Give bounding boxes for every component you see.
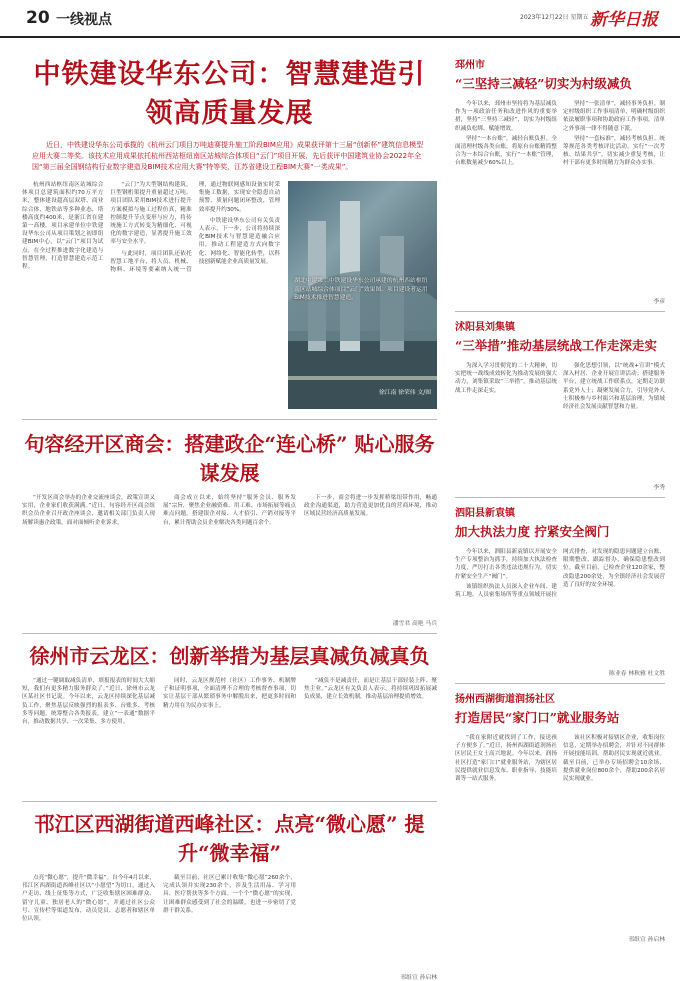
divider (22, 419, 437, 420)
right-article-title: 打造居民“家门口”就业服务站 (455, 710, 620, 725)
right-article-byline: 邗组宣 孙启林 (628, 937, 665, 943)
section-name: 一线视点 (56, 12, 112, 28)
issue-date: 2023年12月22日 星期五 (520, 14, 589, 21)
right-article-runyang (455, 690, 665, 943)
body-paragraph: “通过一键调取减负清单，填报报表的时间大大缩短，我们有更多精力服务群众了。”近日，徐州市云龙区某社区书记说。今年以来，云龙区持续深化基层减负工作，聚焦基层反映强烈的报表多、台账多、考核多等问题，统筹整合各类报表，建立“一表通”数据平台，推动数据共享、一次采集、多方使用。 (22, 678, 155, 726)
article4-title: 邗江区西湖街道西峰社区：点亮“微心愿” 提升“微幸福” (34, 812, 425, 865)
body-paragraph: 中铁建设华东公司有关负责人表示，下一步，公司将持续深化BIM技术与智慧建造融合应用，推动工程建造方式向数字化、网络化、智能化转型，以科技创新赋能企业高质量发展。 (198, 217, 281, 265)
right-article-body (455, 734, 665, 934)
right-article-pizhou (455, 56, 665, 305)
construction-photo (288, 181, 437, 409)
right-article-body (455, 548, 665, 668)
body-paragraph: 商会成立以来，始终坚持“服务会员、服务发展”宗旨，聚焦企业融资难、用工难、市场拓展等痛点难点问题，搭建银企对接、人才招引、产销对接等平台，累计帮助会员企业解决各类问题百余个。 (163, 495, 296, 526)
main-article-lead: 近日，中铁建设华东公司承揽的《杭州云门项目万吨迪赛提升施工阶段BIM应用》成果获评第十三届“创新杯”建筑信息模型应用大赛二等奖。该技术应用成果依托杭州西站枢纽南区站城综合体项目“云门”项目开展，先后获评中国建筑业协会2022年全国“第三届全国钢结构行业数字建造及BIM技术应用大赛”特等奖，江苏省建设工程BIM大赛“一类成果”。 (32, 141, 424, 171)
body-paragraph: 坚持“一套标准”，减轻考核负担。统筹规范各类考核评比活动，实行“一次考核、结果共享”，切实减少重复考核，让村干部有更多时间精力为群众办实事。 (563, 135, 665, 167)
body-paragraph: 点亮“微心愿”，提升“微幸福”。自今年4月以来，邗江区西湖街道西峰社区以“小愿望”为切口，通过入户走访、线上征集等方式，广泛收集辖区困难群众、留守儿童、独居老人的“微心愿”，并通过社区公众号、宣传栏等渠道发布，动员党员、志愿者和辖区单位认领。 (22, 875, 155, 923)
body-paragraph: “云门”为大型钢结构建筑，巨型钢桁架提升重量超过万吨。项目团队采用BIM技术进行提升方案模拟与施工过程仿真，精准控制提升节点变形与应力，将传统施工方式转变为精细化、可视化的数字建造，显著提升施工效率与安全水平。 (110, 182, 192, 246)
body-paragraph: 今年以来，泗阳县新袁镇以开展安全生产专项整治为抓手，持续加大执法检查力度，严厉打击各类违法违规行为，切实拧紧安全生产“阀门”。 (455, 549, 557, 580)
body-paragraph: 下一步，商会将进一步发挥桥梁纽带作用，畅通政企沟通渠道，助力营造更加优良的营商环境，推动区域民营经济高质量发展。 (304, 495, 437, 518)
main-article-photo-block (288, 181, 437, 409)
right-article-body (455, 362, 665, 482)
main-article-title: 中铁建设华东公司：智慧建造引领高质量发展 (33, 59, 426, 129)
body-paragraph: 强化思想引领，以“统战+宣讲”模式深入村居、企业开展宣讲活动；搭建服务平台，建立统战工作联系点，定期走访联系党外人士；凝聚发展合力，引导党外人士积极参与乡村振兴和基层治理，为镇域经济社会发展贡献智慧和力量。 (563, 363, 665, 411)
body-paragraph: 该社区积极对接辖区企业，收集岗位信息，定期举办招聘会，并针对不同群体开展技能培训，帮助居民实现就近就业。截至目前，已举办专场招聘会10余场，提供就业岗位800余个，帮助200余名居民实现就业。 (563, 735, 665, 783)
body-paragraph: 同时，云龙区规范村（社区）工作事务、机制牌子和证明事项，全面清理不合理的考核督查事项，切实让基层干部从繁琐事务中解脱出来，把更多时间和精力用在为民办实事上。 (163, 678, 296, 709)
right-article-body (455, 100, 665, 296)
divider (22, 801, 437, 802)
body-paragraph: 今年以来，邳州市坚持将为基层减负作为一项政治任务和改进作风的重要举措，坚持“三坚持三减轻”，切实为村级组织减负松绑、赋能增效。 (455, 101, 557, 132)
article2-byline: 潘雪君 高艳 马兵 (392, 621, 437, 627)
article4-body (22, 874, 437, 972)
photo-caption: 湖北中建第二中铁建设华东公司承建的杭州西站枢纽南区站城综合体项目“云门”效果图。项目建设者运用BIM技术推进智慧建造。 (294, 278, 428, 301)
body-paragraph: “我在家附近就找到了工作，接送孩子方便多了。”近日，扬州西湖街道润扬社区居民王女士高兴地说。今年以来，润扬社区打造“家门口”就业服务站，为辖区居民提供就业信息发布、职业指导、技能培训等一站式服务。 (455, 735, 557, 783)
right-article-title: “三举措”推动基层统战工作走深走实 (455, 338, 657, 353)
right-article-kicker: 邳州市 (455, 60, 485, 71)
body-paragraph: 该镇组织执法人员深入企业车间、建筑工地、人员密集场所等重点领域开展拉网式排查，对发现的隐患问题建立台账、限期整改、跟踪督办，确保隐患整改到位。截至目前，已检查企业120余家，整改隐患200余处，为全镇经济社会发展营造了良好的安全环境。 (455, 549, 665, 599)
article-juronglv (22, 428, 437, 627)
body-paragraph: 坚持“一张清单”，减轻事务负担。制定村级组织工作事项清单，明确村级组织依法履职事项和协助政府工作事项，清单之外事项一律不得随意下派。 (563, 101, 665, 132)
right-column (455, 42, 665, 943)
body-paragraph: 杭州西站枢纽南区站城综合体项目总建筑面积约70万平方米，整体建设超高层双塔、商业综合体、地铁站等多种业态，塔楼高度约400米，是浙江省在建第一高楼。项目承建单位中铁建设华东公司从项目策划之初即组建BIM中心，以“云门”项目为试点，在全过程推进数字化建造与智慧管理，打造智慧建造示范工程。 (22, 182, 104, 271)
right-article-title: “三坚持三减轻”切实为村级减负 (455, 76, 632, 91)
article-xifeng (22, 808, 437, 981)
article4-byline: 邗组宣 孙启林 (400, 975, 437, 981)
right-article-kicker: 泗阳县新袁镇 (455, 508, 515, 519)
right-article-title: 加大执法力度 拧紧安全阀门 (455, 524, 610, 539)
page-number: 20 (26, 8, 50, 28)
body-paragraph: “减负不是减责任，而是让基层干部轻装上阵、聚焦主业。”云龙区有关负责人表示，将持续巩固拓展减负成果，建立长效机制，推动基层治理提质增效。 (304, 678, 437, 701)
article2-title: 句容经开区商会：搭建政企“连心桥” 贴心服务谋发展 (24, 432, 435, 485)
main-article (22, 52, 437, 409)
body-paragraph: 截至目前，社区已累计收集“微心愿”260余个，完成认领并实现230余个，涉及生活用品、学习用具、医疗帮扶等多个方面。一个个“微心愿”的实现，让困难群众感受到了社会的温暖，也进一步密切了党群干群关系。 (163, 875, 296, 914)
right-article-byline: 李秀 (653, 485, 665, 491)
divider (455, 311, 665, 312)
article3-title: 徐州市云龙区：创新举措为基层真减负减真负 (29, 644, 430, 668)
divider (455, 497, 665, 498)
right-article-kicker: 沭阳县刘集镇 (455, 322, 515, 333)
left-main-column (22, 42, 437, 981)
divider (455, 683, 665, 684)
article3-body (22, 677, 437, 795)
photo-credit: 徐江南 徐荣伟 文/图 (378, 389, 431, 396)
body-paragraph: 坚持“一本台账”，减轻台账负担。全面清理村级各类台账，将原有台账精简整合为一本综合台账，实行“一本账”管理，台账数量减少60%以上。 (455, 135, 557, 167)
newspaper-logo: 新华日报 (590, 10, 658, 30)
right-article-xinyuan (455, 504, 665, 677)
article-yunlong (22, 640, 437, 795)
main-article-body (22, 181, 280, 409)
page-header (0, 0, 680, 38)
right-article-byline: 陈业春 林秋雅 杜文胜 (609, 671, 665, 677)
body-paragraph: “开发区商会举办的企业交流座谈会，政策宣讲又实用，企业家们收获满满。”近日，句容经开区商会组织会员企业召开政企座谈会，邀请相关部门负责人现场解读惠企政策，面对面倾听企业诉求。 (22, 495, 155, 526)
right-article-kicker: 扬州西湖街道润扬社区 (455, 694, 555, 705)
body-paragraph: 与此同时，项目团队还依托智慧工地平台，将人员、机械、物料、环境等要素纳入统一管理，通过物联网感知设备实时采集施工数据，实现安全隐患自动预警、质量问题闭环整改，管理效率提升约30%。 (110, 182, 281, 274)
article2-body (22, 494, 437, 618)
body-paragraph: 为深入学习贯彻党的二十大精神，切实把统一战线成效转化为推动发展的强大动力，刘集镇采取“三举措”，推动基层统战工作走深走实。 (455, 363, 557, 394)
right-article-liuji (455, 318, 665, 491)
divider (22, 633, 437, 634)
right-article-byline: 李彦 (653, 299, 665, 305)
